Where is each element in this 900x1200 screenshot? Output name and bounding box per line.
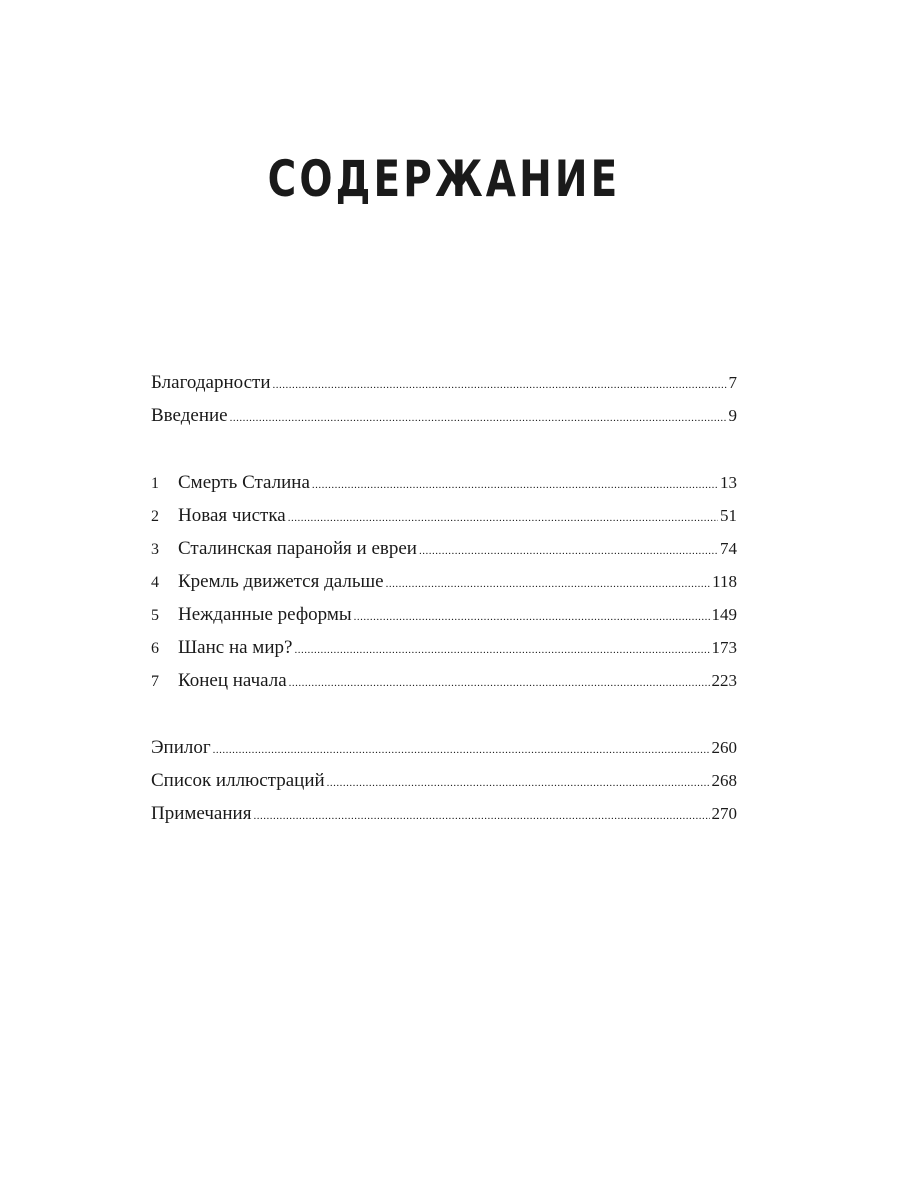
toc-entry-epilogue — [151, 731, 737, 764]
toc-entry-page: 74 — [720, 539, 737, 558]
spacer — [151, 432, 737, 466]
toc-entry-label: Конец начала — [178, 670, 287, 691]
dot-leader — [419, 535, 718, 568]
dot-leader — [312, 469, 718, 502]
toc-entry-page: 173 — [711, 638, 737, 657]
toc-entry-label: Сталинская паранойя и евреи — [178, 538, 417, 559]
toc-entry-page: 268 — [711, 771, 737, 790]
toc-entry-label: Благодарности — [151, 372, 271, 393]
toc-entry-label: Шанс на мир? — [178, 637, 293, 658]
dot-leader — [354, 601, 710, 634]
toc-entry-chapter-7 — [151, 664, 737, 697]
toc-entry-label: Смерть Сталина — [178, 472, 310, 493]
toc-entry-label: Нежданные реформы — [178, 604, 352, 625]
toc-entry-chapter-4 — [151, 565, 737, 598]
toc-entry-page: 7 — [728, 373, 737, 392]
chapter-number: 4 — [151, 574, 159, 591]
toc-entry-label: Новая чистка — [178, 505, 286, 526]
toc-entry-page: 149 — [711, 605, 737, 624]
spacer — [151, 697, 737, 731]
toc-entry-page: 51 — [720, 506, 737, 525]
toc-entry-label: Список иллюстраций — [151, 770, 325, 791]
front-matter-list — [151, 366, 737, 432]
chapter-number: 2 — [151, 508, 159, 525]
toc-entry-label: Эпилог — [151, 737, 211, 758]
toc-entry-page: 270 — [711, 804, 737, 823]
dot-leader — [253, 800, 709, 833]
page-title: СОДЕРЖАНИЕ — [267, 150, 621, 208]
toc-entry-introduction — [151, 399, 737, 432]
toc-entry-page: 13 — [720, 473, 737, 492]
dot-leader — [327, 767, 710, 800]
chapter-number: 7 — [151, 673, 159, 690]
dot-leader — [288, 502, 718, 535]
toc-entry-chapter-5 — [151, 598, 737, 631]
dot-leader — [289, 667, 710, 700]
toc-entry-chapter-3 — [151, 532, 737, 565]
chapters-list — [151, 466, 737, 697]
chapter-number: 5 — [151, 607, 159, 624]
toc-entry-notes — [151, 797, 737, 830]
dot-leader — [273, 369, 727, 402]
table-of-contents — [151, 366, 737, 830]
toc-entry-chapter-6 — [151, 631, 737, 664]
toc-entry-chapter-2 — [151, 499, 737, 532]
toc-entry-illustrations — [151, 764, 737, 797]
toc-entry-page: 9 — [728, 406, 737, 425]
toc-entry-label: Введение — [151, 405, 228, 426]
chapter-number: 3 — [151, 541, 159, 558]
toc-entry-label: Примечания — [151, 803, 252, 824]
toc-entry-chapter-1 — [151, 466, 737, 499]
back-matter-list — [151, 731, 737, 830]
toc-entry-page: 260 — [711, 738, 737, 757]
dot-leader — [294, 634, 709, 667]
chapter-number: 6 — [151, 640, 159, 657]
toc-entry-page: 223 — [711, 671, 737, 690]
toc-entry-label: Кремль движется дальше — [178, 571, 384, 592]
dot-leader — [213, 734, 710, 767]
chapter-number: 1 — [151, 475, 159, 492]
dot-leader — [386, 568, 711, 601]
dot-leader — [230, 402, 727, 435]
toc-entry-acknowledgements — [151, 366, 737, 399]
toc-entry-page: 118 — [712, 572, 737, 591]
